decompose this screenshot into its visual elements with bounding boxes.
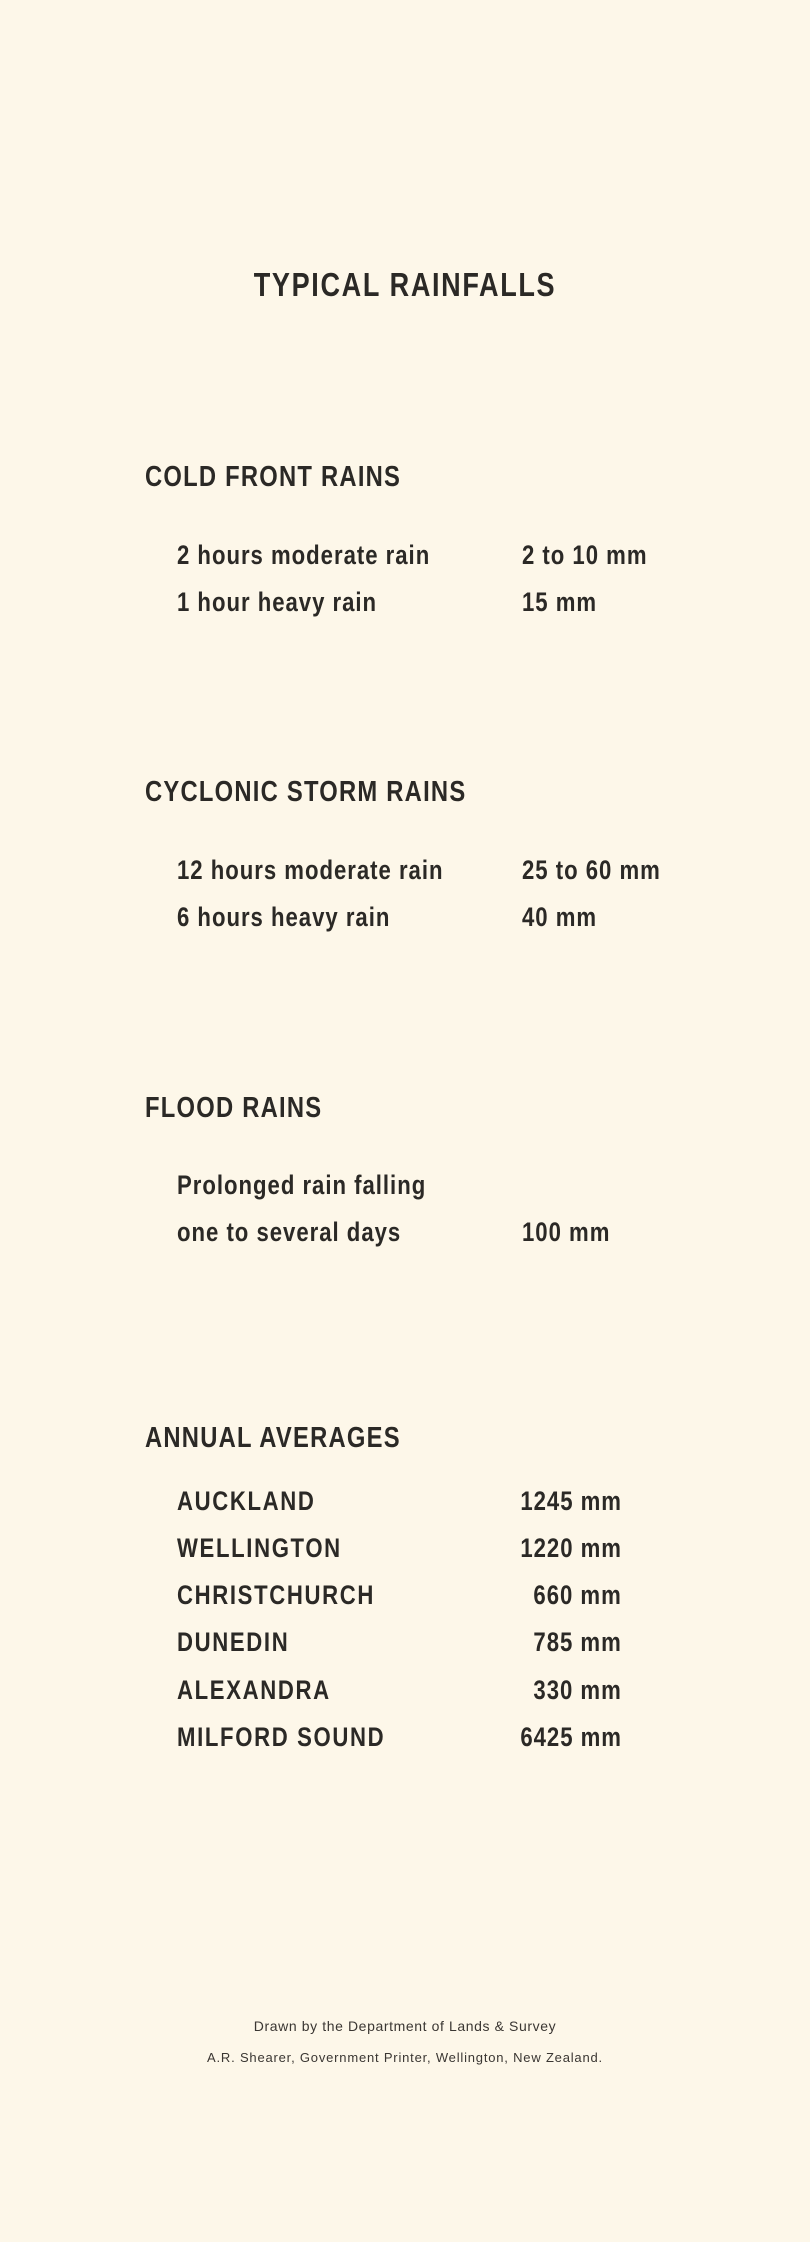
row-value: 25 to 60 mm [522, 855, 661, 885]
credit-line: Drawn by the Department of Lands & Survey [253, 2018, 557, 2034]
row-label: 12 hours moderate rain [177, 855, 444, 885]
city-rainfall: 1245 mm [520, 1486, 622, 1516]
city-rainfall: 660 mm [533, 1580, 622, 1610]
section-heading-flood: FLOOD RAINS [145, 1092, 323, 1124]
table-row [0, 587, 810, 627]
printer-line: A.R. Shearer, Government Printer, Wellington, New Zealand. [207, 2050, 603, 2065]
section-heading-annual-averages: ANNUAL AVERAGES [145, 1422, 401, 1454]
page-title: TYPICAL RAINFALLS [253, 266, 557, 303]
row-label: Prolonged rain falling [177, 1170, 427, 1200]
table-row [0, 1627, 810, 1667]
city-name: DUNEDIN [177, 1627, 290, 1657]
table-row [0, 902, 810, 942]
table-row [0, 1722, 810, 1762]
city-rainfall: 785 mm [533, 1627, 622, 1657]
table-row [0, 1533, 810, 1573]
city-name: MILFORD SOUND [177, 1722, 386, 1752]
city-rainfall: 330 mm [533, 1675, 622, 1705]
row-label: 6 hours heavy rain [177, 902, 391, 932]
table-row [0, 1486, 810, 1526]
city-name: CHRISTCHURCH [177, 1580, 376, 1610]
table-row [0, 1170, 810, 1210]
row-value: 100 mm [522, 1217, 611, 1247]
table-row [0, 855, 810, 895]
row-value: 2 to 10 mm [522, 540, 648, 570]
table-row [0, 540, 810, 580]
city-rainfall: 1220 mm [520, 1533, 622, 1563]
table-row [0, 1217, 810, 1257]
row-label: 2 hours moderate rain [177, 540, 431, 570]
table-row [0, 1580, 810, 1620]
city-name: AUCKLAND [177, 1486, 316, 1516]
table-row [0, 1675, 810, 1715]
row-label: 1 hour heavy rain [177, 587, 378, 617]
city-rainfall: 6425 mm [520, 1722, 622, 1752]
city-name: WELLINGTON [177, 1533, 342, 1563]
row-label: one to several days [177, 1217, 402, 1247]
city-name: ALEXANDRA [177, 1675, 331, 1705]
row-value: 15 mm [522, 587, 598, 617]
section-heading-cold-front: COLD FRONT RAINS [145, 461, 402, 493]
row-value: 40 mm [522, 902, 598, 932]
section-heading-cyclonic-storm: CYCLONIC STORM RAINS [145, 776, 467, 808]
